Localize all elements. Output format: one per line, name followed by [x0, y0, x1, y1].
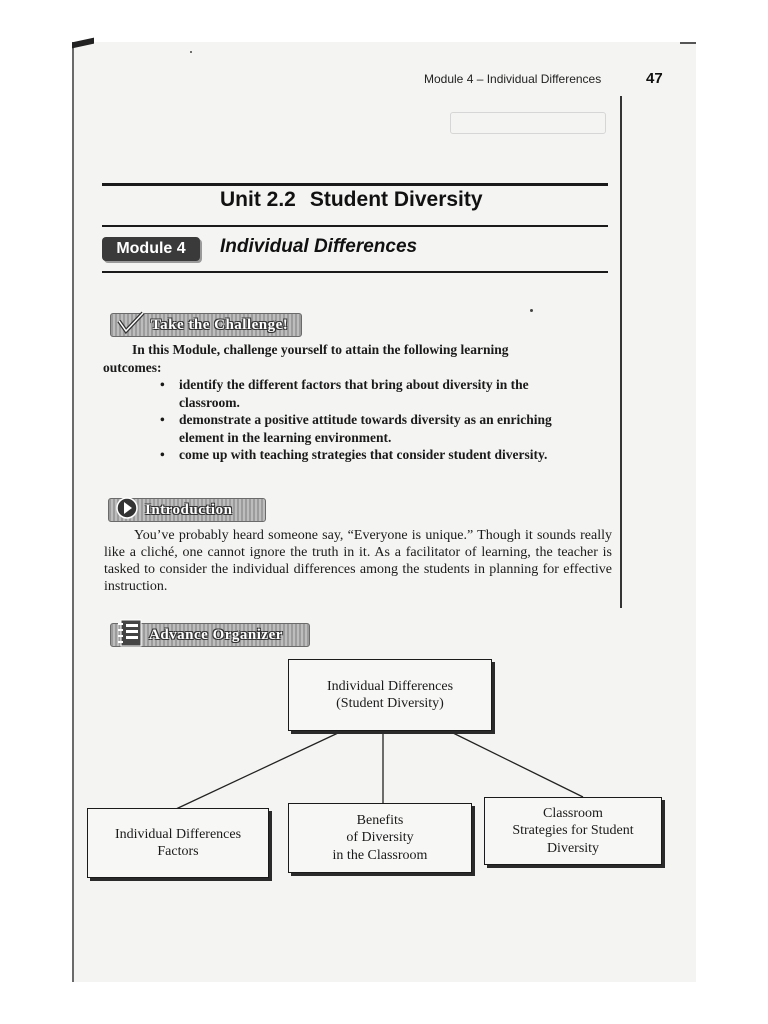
page-top-rule — [680, 42, 696, 44]
title-top-rule — [102, 183, 608, 186]
learning-outcomes-list — [160, 376, 590, 464]
outcome-item: • demonstrate a positive attitude towards diversity as an enriching element in the learning environment. — [160, 411, 590, 446]
introduction-banner — [108, 498, 266, 522]
outcome-item: • identify the different factors that bring about diversity in the classroom. — [160, 376, 590, 411]
introduction-text: You’ve probably heard someone say, “Everyone is unique.” Though it sounds really like a cliché, one cannot ignore the truth in it. As a facilitator of learning, the teacher is tasked to consider the individual differences among the students in planning for effective instruction. — [104, 528, 612, 594]
page-number: 47 — [646, 70, 663, 87]
faded-stamp — [450, 112, 606, 134]
print-speck — [530, 309, 533, 312]
title-bottom-rule — [102, 225, 608, 227]
introduction-banner-label: Introduction — [145, 501, 233, 518]
running-head: Module 4 – Individual Differences — [424, 72, 602, 86]
organizer-child-box — [288, 803, 472, 873]
notebook-icon — [117, 618, 145, 653]
module-name: Individual Differences — [220, 236, 418, 257]
challenge-banner-label: Take the Challenge! — [151, 316, 289, 333]
challenge-banner — [110, 313, 302, 337]
organizer-child-label: Classroom Strategies for Student Diversity — [512, 805, 634, 856]
play-icon — [115, 496, 141, 525]
checkmark-icon — [117, 311, 147, 340]
challenge-intro: In this Module, challenge yourself to attain the following learning — [132, 342, 509, 357]
organizer-child-box — [484, 797, 662, 865]
challenge-intro-cont: outcomes: — [103, 360, 162, 375]
organizer-child-label: Benefits of Diversity in the Classroom — [332, 812, 428, 863]
organizer-child-label: Individual Differences Factors — [114, 826, 242, 859]
unit-name: Student Diversity — [309, 188, 483, 211]
margin-rule — [620, 96, 622, 608]
module-rule — [102, 271, 608, 273]
organizer-root-label: Individual Differences (Student Diversity) — [326, 678, 454, 711]
unit-title — [220, 188, 483, 212]
organizer-root-box — [288, 659, 492, 731]
module-badge: Module 4 — [102, 237, 200, 261]
unit-number: Unit 2.2 — [220, 188, 296, 211]
organizer-banner-label: Advance Organizer — [149, 626, 283, 643]
print-speck — [190, 51, 192, 53]
organizer-banner — [110, 623, 310, 647]
outcome-item: • come up with teaching strategies that consider student diversity. — [160, 446, 590, 464]
organizer-child-box — [87, 808, 269, 878]
